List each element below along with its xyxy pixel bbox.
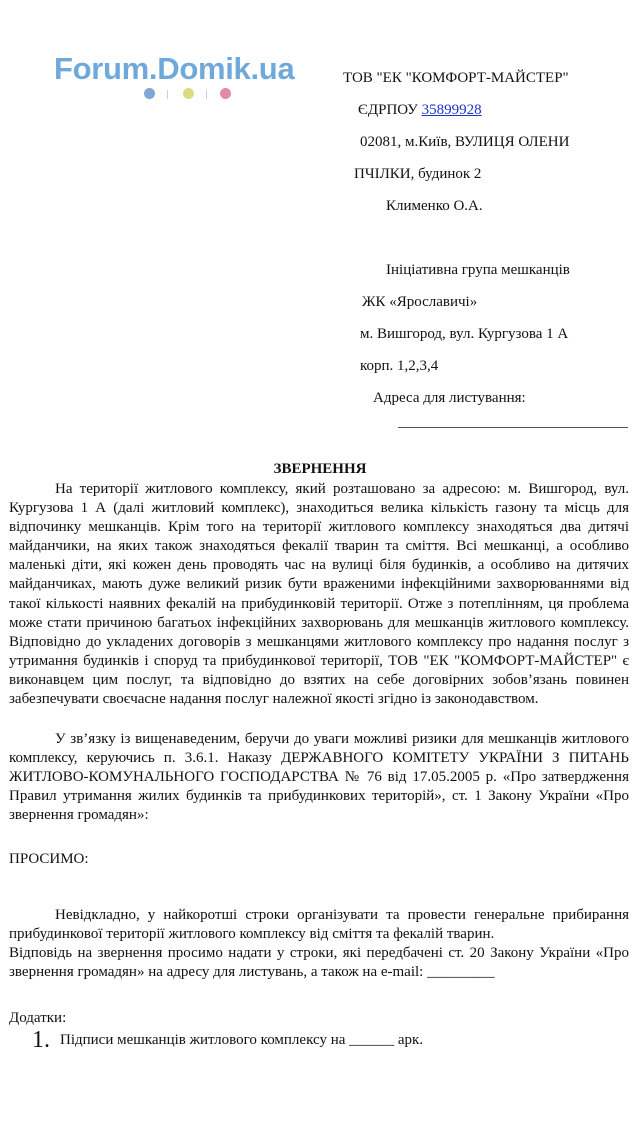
addressee-address-line2: ПЧІЛКИ, будинок 2 — [354, 166, 482, 182]
logo-separator — [167, 90, 168, 99]
mail-address-blank — [398, 427, 628, 428]
logo-text: Forum.Domik.ua — [54, 51, 295, 86]
addressee-person: Клименко О.А. — [386, 198, 483, 214]
sender-buildings: корп. 1,2,3,4 — [360, 358, 439, 374]
sender-complex: ЖК «Ярославичі» — [362, 294, 478, 310]
body-paragraph-1: На території житлового комплексу, який розташовано за адресою: м. Вишгород, вул. Кургузова 1 А (далі житловий комплекс), знаходиться велика кількість газону та місць для відпочинку мешканців. Крім того на території житлового комплексу знаходяться два дитячі майданчики, на яких також знаходяться фекалії тварин та сміття. Всі мешканці, а особливо маленькі діти, які кожен день проводять час на вулиці біля будинків, а особливо на дитячих майданчиках, мають дуже великий ризик бути враженими інфекційними захворюваннями від такої кількості наявних фекалій на прибудинковій території. Отже з потеплінням, ця проблема може стати причиною багатьох інфекційних захворювань для мешканців житлового комплексу. Відповідно до укладених договорів з мешканцями житлового комплексу про надання послуг з утримання будинків і споруд та прибудинкової території, ТОВ "ЕК "КОМФОРТ-МАЙСТЕР" є виконавцем цим послуг, та відповідно до взятих на себе договірних зобов’язань повинен забезпечувати своєчасне надання послуг належної якості згідно із законодавством. — [9, 481, 629, 708]
edrpou-link[interactable]: 35899928 — [421, 102, 482, 118]
edrpou-label: ЄДРПОУ — [358, 102, 418, 118]
request-label: ПРОСИМО: — [9, 851, 89, 867]
document-title: ЗВЕРНЕННЯ — [273, 461, 367, 477]
logo-dot-yellow — [183, 88, 194, 99]
addressee-address-line1: 02081, м.Київ, ВУЛИЦЯ ОЛЕНИ — [360, 134, 570, 150]
sender-address: м. Вишгород, вул. Кургузова 1 А — [360, 326, 569, 342]
logo-dot-blue — [144, 88, 155, 99]
attachment-text: Підписи мешканців житлового комплексу на ______ арк. — [60, 1032, 424, 1048]
logo-separator — [206, 90, 207, 99]
logo-dot-pink — [220, 88, 231, 99]
response-paragraph: Відповідь на звернення просимо надати у строки, які передбачені ст. 20 Закону України «Про звернення громадян» на адресу для листувань, а також на e-mail: _________ — [9, 945, 629, 980]
site-logo — [54, 50, 324, 88]
addressee-edrpou — [358, 101, 482, 119]
attachment-number: 1. — [32, 1027, 50, 1053]
addressee-company: ТОВ "ЕК "КОМФОРТ-МАЙСТЕР" — [343, 70, 569, 86]
attachments-label: Додатки: — [9, 1010, 67, 1026]
sender-group: Ініціативна група мешканців — [386, 262, 570, 278]
sender-mail-label: Адреса для листування: — [373, 390, 526, 406]
body-paragraph-2: У зв’язку із вищенаведеним, беручи до уваги можливі ризики для мешканців житлового комплексу, керуючись п. 3.6.1. Наказу ДЕРЖАВНОГО КОМІТЕТУ УКРАЇНИ З ПИТАНЬ ЖИТЛОВО-КОМУНАЛЬНОГО ГОСПОДАРСТВА № 76 від 17.05.2005 р. «Про затвердження Правил утримання жилих будинків та прибудинкових територій», ст. 1 Закону України «Про звернення громадян»: — [9, 731, 629, 824]
attachment-item — [32, 1027, 423, 1054]
logo-dots — [144, 88, 244, 100]
request-paragraph: Невідкладно, у найкоротші строки організувати та провести генеральне прибирання прибудинкової території житлового комплексу від сміття та фекалій тварин. — [9, 907, 629, 943]
